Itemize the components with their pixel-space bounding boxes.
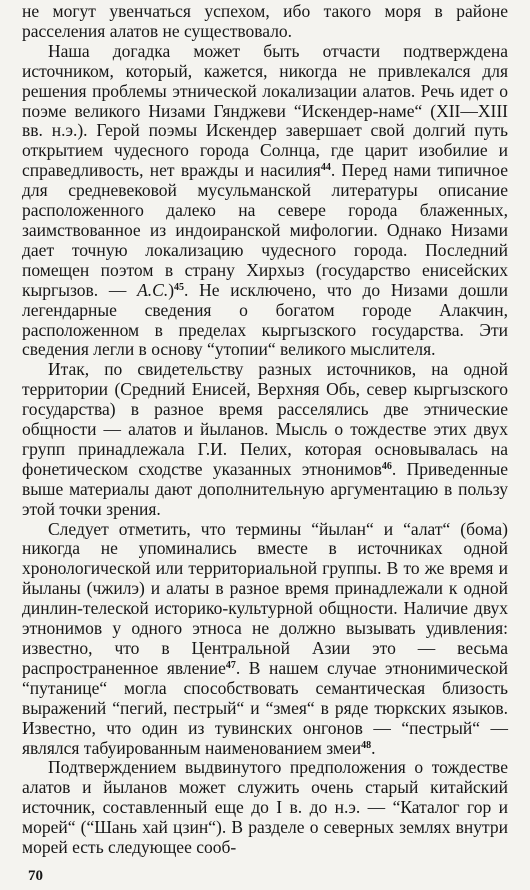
text-run: ) bbox=[168, 279, 175, 300]
text-run: . Приведенные выше материалы дают дополнительную аргументацию в пользу этой точки зрения. bbox=[22, 458, 508, 519]
paragraph bbox=[22, 520, 508, 759]
text-run: не могут увенчаться успехом, ибо такого моря в районе расселения алатов не существовало. bbox=[22, 1, 508, 41]
paragraph bbox=[22, 758, 508, 858]
text-run: . В нашем случае этнонимической “путанице“ могла способствовать семантическая близость выражений “пегий, пестрый“ и “змея“ в ряде тюркских языков. Известно, что один из тувинских онгонов — “пестрый“ — являлся табуированным наименованием змеи bbox=[22, 657, 508, 758]
page-number: 70 bbox=[28, 868, 43, 884]
body-text bbox=[22, 2, 508, 858]
paragraph bbox=[22, 42, 508, 361]
text-run: Наша догадка может быть отчасти подтверждена источником, который, кажется, никогда не привлекался для решения проблемы этнической локализации алатов. Речь идет о поэме великого Низами Гянджеви “Искендер-наме“ (XII—XIII вв. н.э.). Герой поэмы Искендер завершает свой долгий путь открытием чудесного города Солнца, где царит изобилие и справедливость, нет вражды и насилия bbox=[22, 40, 508, 181]
text-run: Подтверждением выдвинутого предположения о тождестве алатов и йыланов может служить очень старый китайский источник, составленный еще до I в. до н.э. — “Каталог гор и морей“ (“Шань хай цзин“). В разделе о северных землях внутри морей есть следующее сооб- bbox=[22, 757, 508, 858]
paragraph bbox=[22, 2, 508, 42]
italic-text: А.С. bbox=[137, 279, 169, 300]
footnote-ref: 44 bbox=[320, 162, 331, 174]
footnote-ref: 46 bbox=[381, 460, 392, 472]
text-run: Следует отметить, что термины “йылан“ и “алат“ (бома) никогда не упоминались вместе в источниках одной хронологической или территориальной группы. В то же время и йыланы (чжилэ) и алаты в разное время принадлежали к одной динлин-телеской историко-культурной общности. Наличие двух этнонимов у одного этноса не должно вызывать удивления: известно, что в Центральной Азии это — весьма распространенное явление bbox=[22, 518, 508, 678]
footnote-ref: 47 bbox=[225, 659, 236, 671]
text-run: . bbox=[371, 737, 376, 758]
text-run: Итак, по свидетельству разных источников, на одной территории (Средний Енисей, Верхняя Обь, север кыргызского государства) в разное время расселялись две этнические общности — алатов и йыланов. Мысль о тождестве этих двух групп принадлежала Г.И. Пелих, которая основывалась на фонетическом сходстве указанных этнонимов bbox=[22, 359, 508, 479]
text-run: . Не исключено, что до Низами дошли легендарные сведения о богатом городе Алакчин, расположенном в пределах кыргызского государства. Эти сведения легли в основу “утопии“ великого мыслителя. bbox=[22, 279, 508, 360]
footnote-ref: 45 bbox=[174, 281, 185, 293]
paragraph bbox=[22, 360, 508, 519]
footnote-ref: 48 bbox=[361, 739, 372, 751]
text-run: . Перед нами типичное для средневековой мусульманской литературы описание расположенного далеко на севере города блаженных, заимствованное из индоиранской мифологии. Однако Низами дает точную локализацию чудесного города. Последний помещен поэтом в страну Хирхыз (государство енисейских кыргызов. — bbox=[22, 160, 508, 300]
